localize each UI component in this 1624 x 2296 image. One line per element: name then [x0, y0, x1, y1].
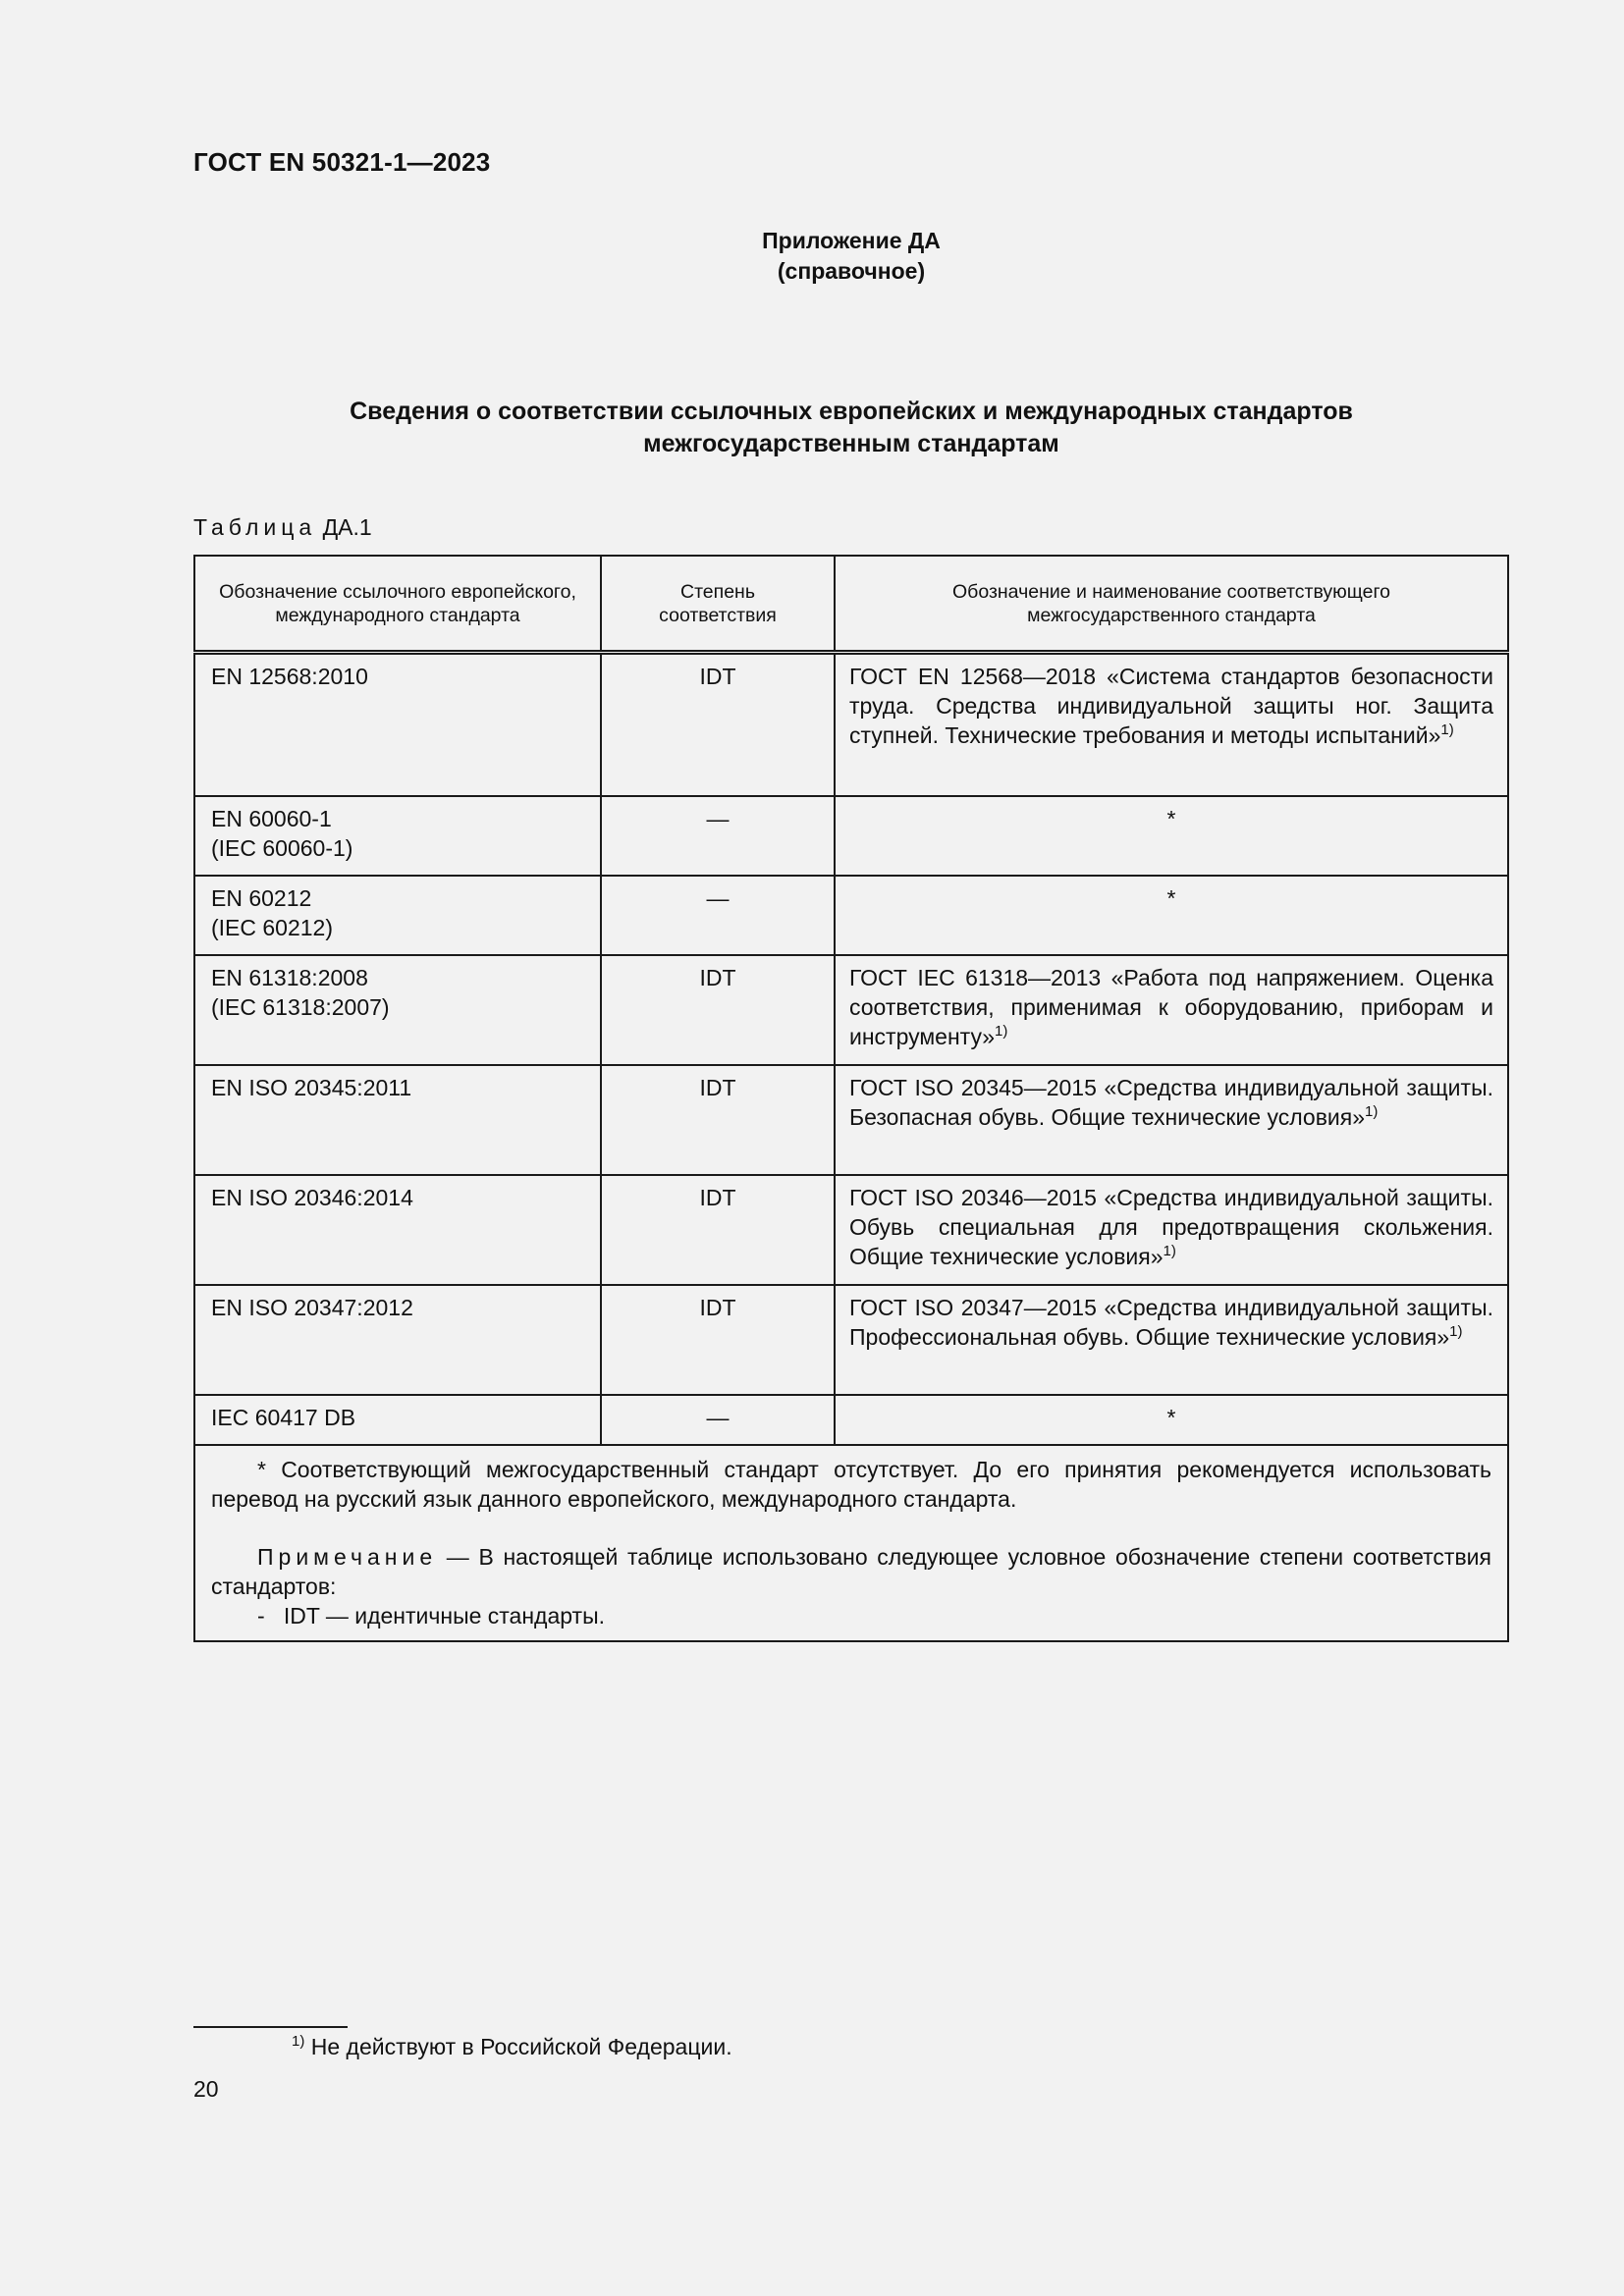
degree-cell: IDT [601, 1175, 835, 1285]
table-row [194, 1065, 1508, 1175]
interstate-cell [835, 1175, 1508, 1285]
note-bullet: - IDT — идентичные стандарты. [257, 1603, 606, 1629]
reference-cell [194, 1065, 601, 1175]
table-caption [193, 514, 372, 541]
note-asterisk: * Соответствующий межгосударственный стандарт отсутствует. До его принятия рекомендуется использовать перевод на русский язык данного европейского, международного стандарта. [211, 1457, 1491, 1512]
interstate-cell [835, 653, 1508, 797]
section-title-line-1: Сведения о соответствии ссылочных европейских и международных стандартов [350, 398, 1353, 425]
table-row [194, 796, 1508, 876]
table-caption-label: Таблица [193, 514, 317, 540]
standards-table [193, 555, 1509, 1642]
interstate-cell: * [835, 796, 1508, 876]
degree-cell: — [601, 796, 835, 876]
degree-cell: — [601, 876, 835, 955]
header-degree: Степень соответствия [601, 556, 835, 653]
interstate-cell: * [835, 1395, 1508, 1445]
reference-cell [194, 955, 601, 1065]
reference-cell [194, 653, 601, 797]
table-row [194, 876, 1508, 955]
reference-cell [194, 1285, 601, 1395]
page-number: 20 [193, 2076, 219, 2102]
appendix-title: Приложение ДА [762, 228, 941, 253]
reference-code: IEC 60417 DB [211, 1405, 356, 1430]
interstate-cell [835, 1065, 1508, 1175]
table-notes [194, 1445, 1508, 1641]
interstate-cell: * [835, 876, 1508, 955]
header-reference-standard: Обозначение ссылочного европейского, международного стандарта [194, 556, 601, 653]
degree-cell: IDT [601, 955, 835, 1065]
footnote-mark: 1) [1365, 1103, 1379, 1120]
note-paragraph [211, 1542, 1491, 1601]
degree-cell: IDT [601, 1065, 835, 1175]
reference-code: EN ISO 20347:2012 [211, 1295, 413, 1320]
reference-cell [194, 796, 601, 876]
footnote-mark: 1) [1163, 1243, 1176, 1259]
note-text: — В настоящей таблице использовано следующее условное обозначение степени соответствия стандартов: [211, 1544, 1491, 1599]
table-row [194, 1395, 1508, 1445]
reference-code: EN 60060-1 [211, 806, 332, 831]
interstate-text: ГОСТ ISO 20347—2015 «Средства индивидуальной защиты. Профессиональная обувь. Общие технические условия» [849, 1295, 1493, 1350]
reference-code: EN 61318:2008 [211, 965, 368, 990]
footnote-divider [193, 2026, 348, 2028]
footnote [292, 2032, 732, 2061]
table-row [194, 1285, 1508, 1395]
table-caption-number: ДА.1 [322, 514, 372, 540]
table-row [194, 1175, 1508, 1285]
degree-cell: IDT [601, 1285, 835, 1395]
footnote-mark: 1) [292, 2033, 305, 2050]
reference-cell [194, 1175, 601, 1285]
interstate-text: ГОСТ IEC 61318—2013 «Работа под напряжением. Оценка соответствия, применимая к оборудованию, приборам и инструменту» [849, 965, 1493, 1049]
reference-code: EN ISO 20345:2011 [211, 1075, 412, 1100]
header-interstate-standard: Обозначение и наименование соответствующего межгосударственного стандарта [835, 556, 1508, 653]
reference-cell [194, 1395, 601, 1445]
table-header-row [194, 556, 1508, 653]
table-notes-row [194, 1445, 1508, 1641]
footnote-text: Не действуют в Российской Федерации. [310, 2034, 732, 2059]
interstate-cell [835, 955, 1508, 1065]
interstate-text: ГОСТ ISO 20346—2015 «Средства индивидуальной защиты. Обувь специальная для предотвращения скольжения. Общие технические условия» [849, 1185, 1493, 1269]
section-title [0, 396, 1624, 460]
interstate-text: ГОСТ EN 12568—2018 «Система стандартов безопасности труда. Средства индивидуальной защиты ног. Защита ступней. Технические требования и методы испытаний» [849, 664, 1493, 748]
appendix-heading [0, 226, 1624, 287]
reference-cell [194, 876, 601, 955]
reference-code-alt: (IEC 60212) [211, 915, 334, 940]
reference-code: EN 60212 [211, 885, 312, 911]
table-row [194, 653, 1508, 797]
footnote-mark: 1) [1440, 721, 1454, 738]
note-label: Примечание [257, 1544, 438, 1570]
interstate-cell [835, 1285, 1508, 1395]
appendix-type: (справочное) [777, 258, 926, 284]
reference-code-alt: (IEC 60060-1) [211, 835, 353, 861]
interstate-text: ГОСТ ISO 20345—2015 «Средства индивидуальной защиты. Безопасная обувь. Общие технические условия» [849, 1075, 1493, 1130]
reference-code: EN ISO 20346:2014 [211, 1185, 413, 1210]
degree-cell: — [601, 1395, 835, 1445]
document-code: ГОСТ EN 50321-1—2023 [193, 147, 491, 177]
degree-cell: IDT [601, 653, 835, 797]
table-row [194, 955, 1508, 1065]
footnote-mark: 1) [995, 1023, 1008, 1040]
footnote-mark: 1) [1449, 1323, 1463, 1340]
reference-code: EN 12568:2010 [211, 664, 368, 689]
reference-code-alt: (IEC 61318:2007) [211, 994, 390, 1020]
section-title-line-2: межгосударственным стандартам [643, 430, 1059, 457]
